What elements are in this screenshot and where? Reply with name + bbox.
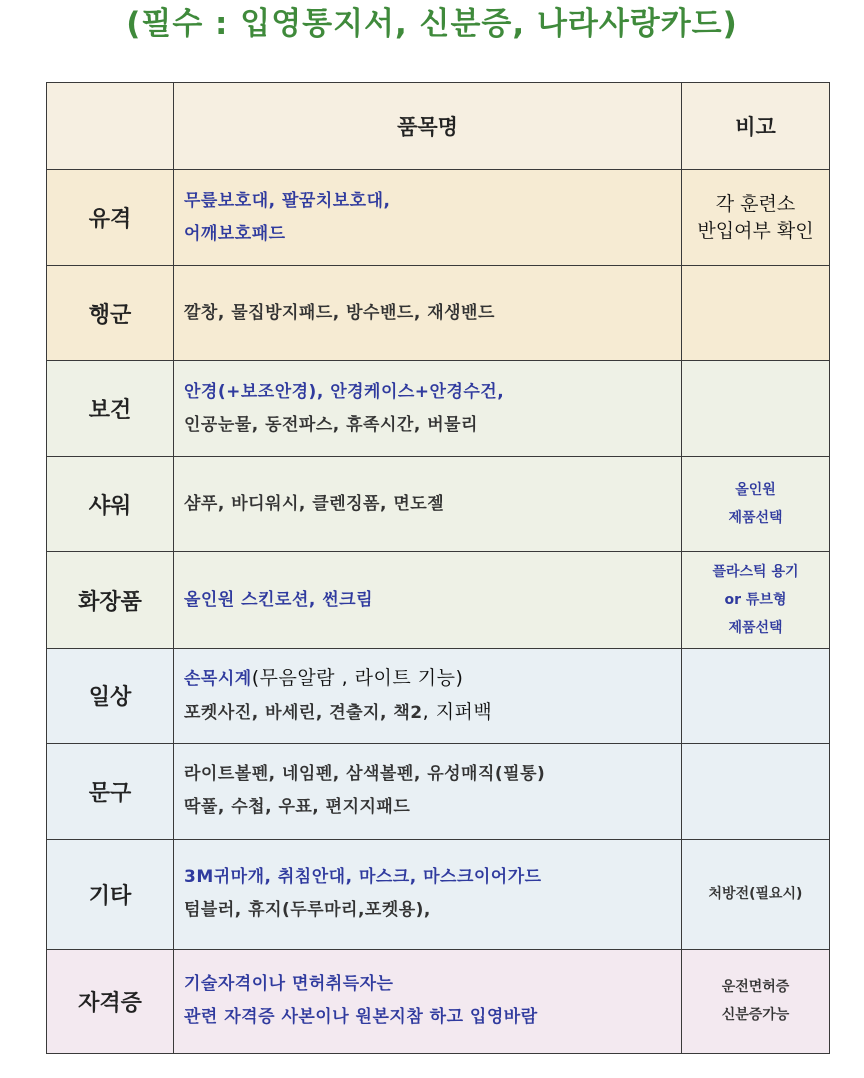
table-header — [47, 83, 830, 170]
category-cell: 자격증 — [47, 949, 174, 1053]
category-cell: 유격 — [47, 170, 174, 266]
item-line: 깔창, 물집방지패드, 방수밴드, 재생밴드 — [184, 302, 495, 323]
note-line: 올인원 — [735, 482, 776, 499]
note-cell — [682, 839, 830, 949]
category-cell: 샤워 — [47, 457, 174, 552]
item-line: 무릎보호대, 팔꿈치보호대, — [184, 190, 391, 211]
item-line — [184, 696, 681, 730]
header-category — [47, 83, 174, 170]
note-line: 플라스틱 용기 — [712, 564, 799, 580]
table-row — [47, 170, 830, 266]
category-cell: 일상 — [47, 648, 174, 743]
items-cell — [174, 170, 682, 266]
table-row — [47, 552, 830, 648]
note-line: 처방전(필요시) — [708, 886, 803, 903]
category-cell: 화장품 — [47, 552, 174, 648]
note-cell — [682, 170, 830, 266]
note-cell — [682, 949, 830, 1053]
item-line: 어깨보호패드 — [184, 223, 286, 244]
item-line: 기술자격이나 면허취득자는 — [184, 974, 394, 995]
table-row — [47, 839, 830, 949]
table-row — [47, 949, 830, 1053]
item-line: 올인원 스킨로션, 썬크림 — [184, 589, 374, 610]
item-line: 텀블러, 휴지(두루마리,포켓용), — [184, 900, 431, 921]
table-row — [47, 266, 830, 361]
items-cell — [174, 743, 682, 839]
item-line: 관련 자격증 사본이나 원본지참 하고 입영바람 — [184, 1007, 538, 1028]
note-line: 운전면허증 — [721, 979, 790, 996]
note-line: 신분증가능 — [721, 1007, 790, 1024]
items-cell — [174, 839, 682, 949]
note-line: or 튜브형 — [724, 592, 787, 608]
items-cell — [174, 457, 682, 552]
note-line: 반입여부 확인 — [697, 219, 814, 242]
table-row — [47, 457, 830, 552]
item-extra: (무음알람 , 라이트 기능) — [251, 666, 464, 689]
item-line: 샴푸, 바디워시, 클렌징폼, 면도젤 — [184, 493, 445, 514]
item-line: 안경(+보조안경), 안경케이스+안경수건, — [184, 381, 505, 402]
page-title: (필수 : 입영통지서, 신분증, 나라사랑카드) — [126, 6, 738, 42]
note-cell — [682, 648, 830, 743]
item-text: 손목시계 — [184, 668, 252, 689]
note-cell — [682, 743, 830, 839]
header-note: 비고 — [682, 83, 830, 170]
supplies-table — [46, 82, 830, 1054]
item-line: 3M귀마개, 취침안대, 마스크, 마스크이어가드 — [184, 867, 542, 888]
note-cell — [682, 361, 830, 457]
note-cell — [682, 266, 830, 361]
item-line: 라이트볼펜, 네임펜, 삼색볼펜, 유성매직(필통) — [184, 764, 546, 785]
item-line: 인공눈물, 동전파스, 휴족시간, 버물리 — [184, 414, 478, 435]
category-cell: 행군 — [47, 266, 174, 361]
items-cell — [174, 949, 682, 1053]
item-line: 딱풀, 수첩, 우표, 편지지패드 — [184, 797, 411, 818]
category-cell: 문구 — [47, 743, 174, 839]
item-line — [184, 662, 681, 696]
note-cell — [682, 552, 830, 648]
items-cell — [174, 361, 682, 457]
note-cell — [682, 457, 830, 552]
items-cell — [174, 266, 682, 361]
note-line: 각 훈련소 — [715, 192, 796, 215]
item-extra: , 지퍼백 — [422, 700, 493, 723]
items-cell — [174, 648, 682, 743]
table-row — [47, 743, 830, 839]
header-items: 품목명 — [174, 83, 682, 170]
item-text: 포켓사진, 바세린, 견출지, 책2 — [184, 702, 423, 723]
table-row — [47, 648, 830, 743]
table-row — [47, 361, 830, 457]
items-cell — [174, 552, 682, 648]
note-line: 제품선택 — [728, 620, 783, 636]
note-line: 제품선택 — [728, 510, 783, 527]
category-cell: 기타 — [47, 839, 174, 949]
category-cell: 보건 — [47, 361, 174, 457]
